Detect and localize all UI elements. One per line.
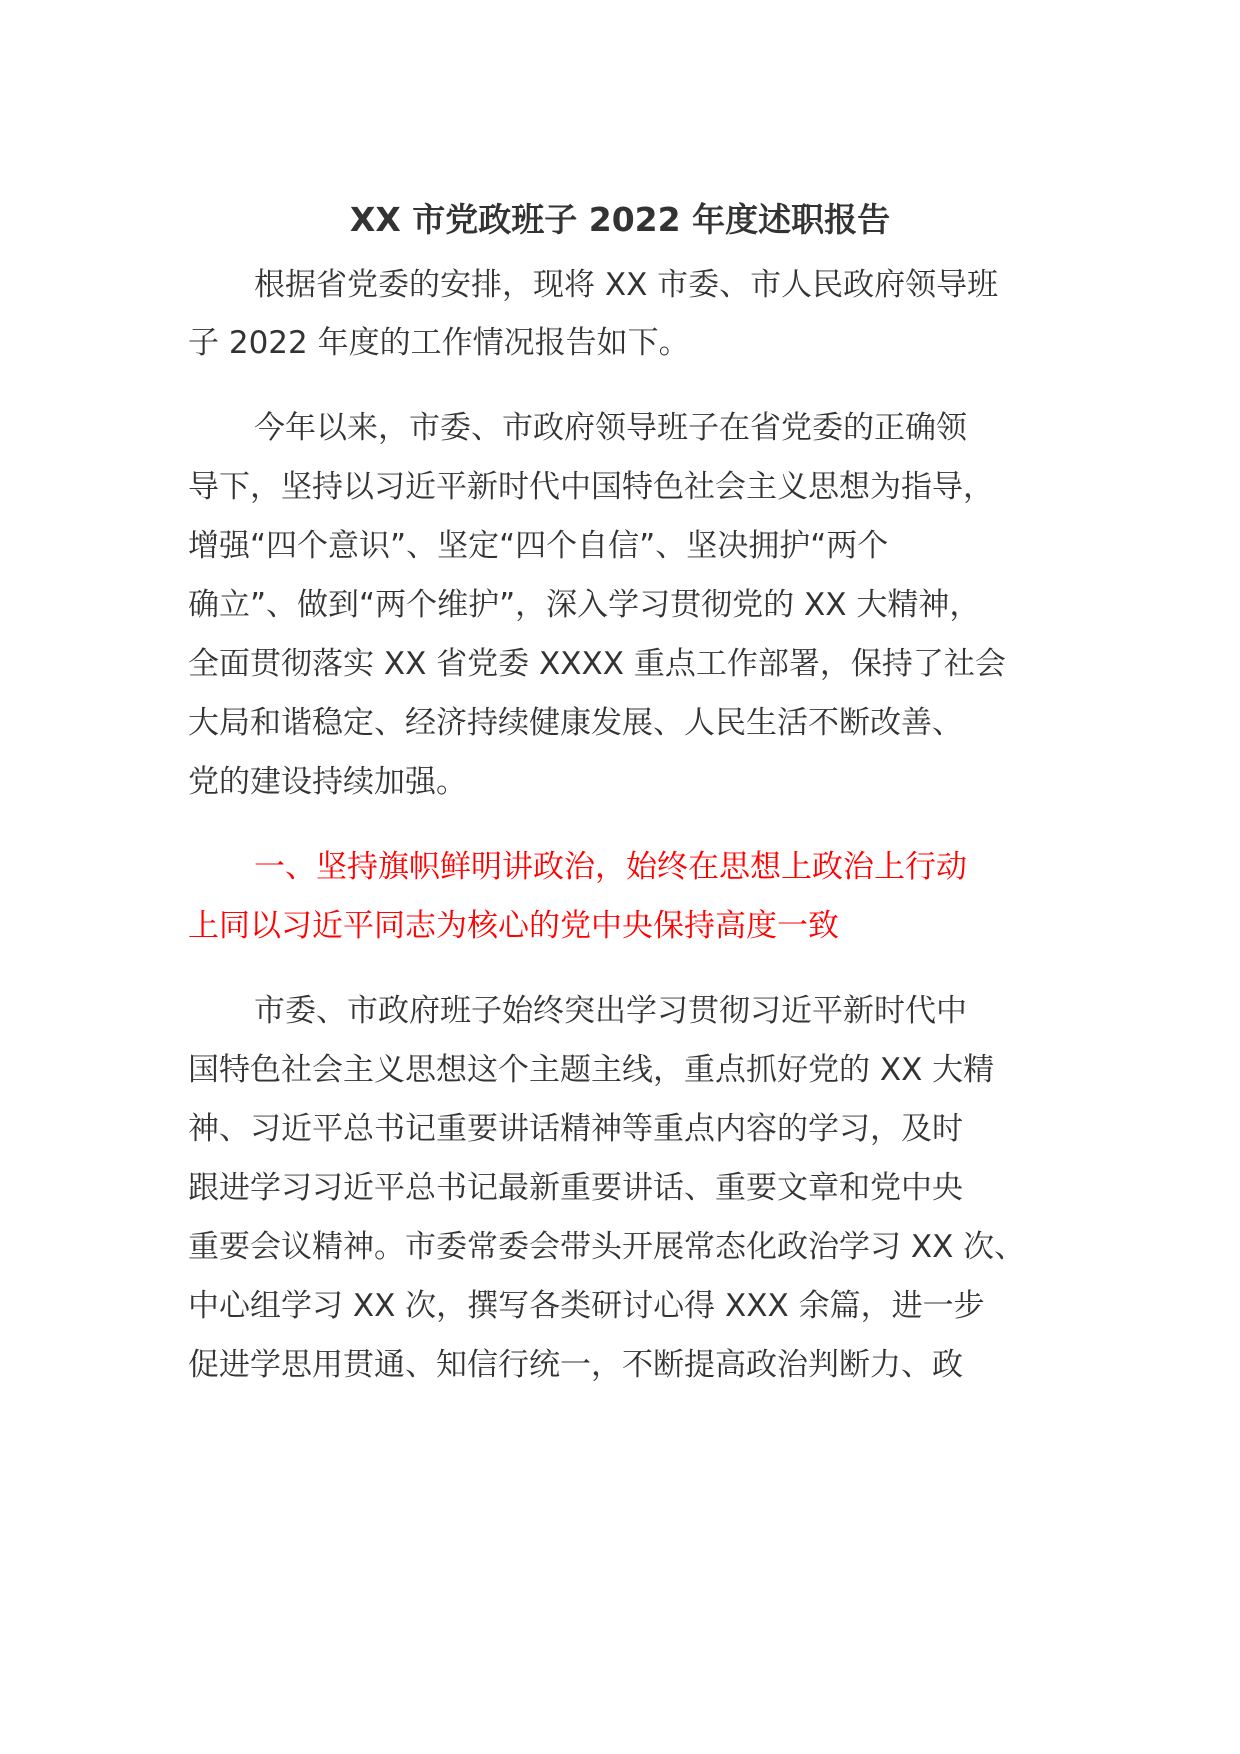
paragraph-3-line-4: 跟进学习习近平总书记最新重要讲话、重要文章和党中央 — [188, 1170, 963, 1206]
paragraph-2-line-2: 导下，坚持以习近平新时代中国特色社会主义思想为指导， — [188, 469, 994, 505]
paragraph-3-line-1: 市委、市政府班子始终突出学习贯彻习近平新时代中 — [254, 993, 967, 1029]
paragraph-2-line-5: 全面贯彻落实 XX 省党委 XXXX 重点工作部署，保持了社会 — [188, 646, 1006, 682]
paragraph-2-line-4: 确立”、做到“两个维护”，深入学习贯彻党的 XX 大精神， — [188, 587, 981, 623]
paragraph-3-line-7: 促进学思用贯通、知信行统一，不断提高政治判断力、政 — [188, 1347, 963, 1383]
paragraph-1-line-1: 根据省党委的安排，现将 XX 市委、市人民政府领导班 — [254, 267, 999, 303]
paragraph-2-line-6: 大局和谐稳定、经济持续健康发展、人民生活不断改善、 — [188, 705, 963, 741]
paragraph-2-line-3: 增强“四个意识”、坚定“四个自信”、坚决拥护“两个 — [188, 528, 889, 564]
paragraph-3-line-3: 神、习近平总书记重要讲话精神等重点内容的学习，及时 — [188, 1111, 963, 1147]
section-heading-line-2: 上同以习近平同志为核心的党中央保持高度一致 — [188, 908, 839, 944]
paragraph-1-line-2: 子 2022 年度的工作情况报告如下。 — [188, 325, 690, 361]
document-title: XX 市党政班子 2022 年度述职报告 — [349, 200, 891, 239]
section-heading-line-1: 一、坚持旗帜鲜明讲政治，始终在思想上政治上行动 — [254, 849, 967, 885]
paragraph-3-line-6: 中心组学习 XX 次，撰写各类研讨心得 XXX 余篇，进一步 — [188, 1288, 985, 1324]
paragraph-2-line-1: 今年以来，市委、市政府领导班子在省党委的正确领 — [254, 410, 967, 446]
paragraph-2-line-7: 党的建设持续加强。 — [188, 764, 467, 800]
paragraph-3-line-2: 国特色社会主义思想这个主题主线，重点抓好党的 XX 大精 — [188, 1052, 995, 1088]
paragraph-3-line-5: 重要会议精神。市委常委会带头开展常态化政治学习 XX 次、 — [188, 1229, 1026, 1265]
